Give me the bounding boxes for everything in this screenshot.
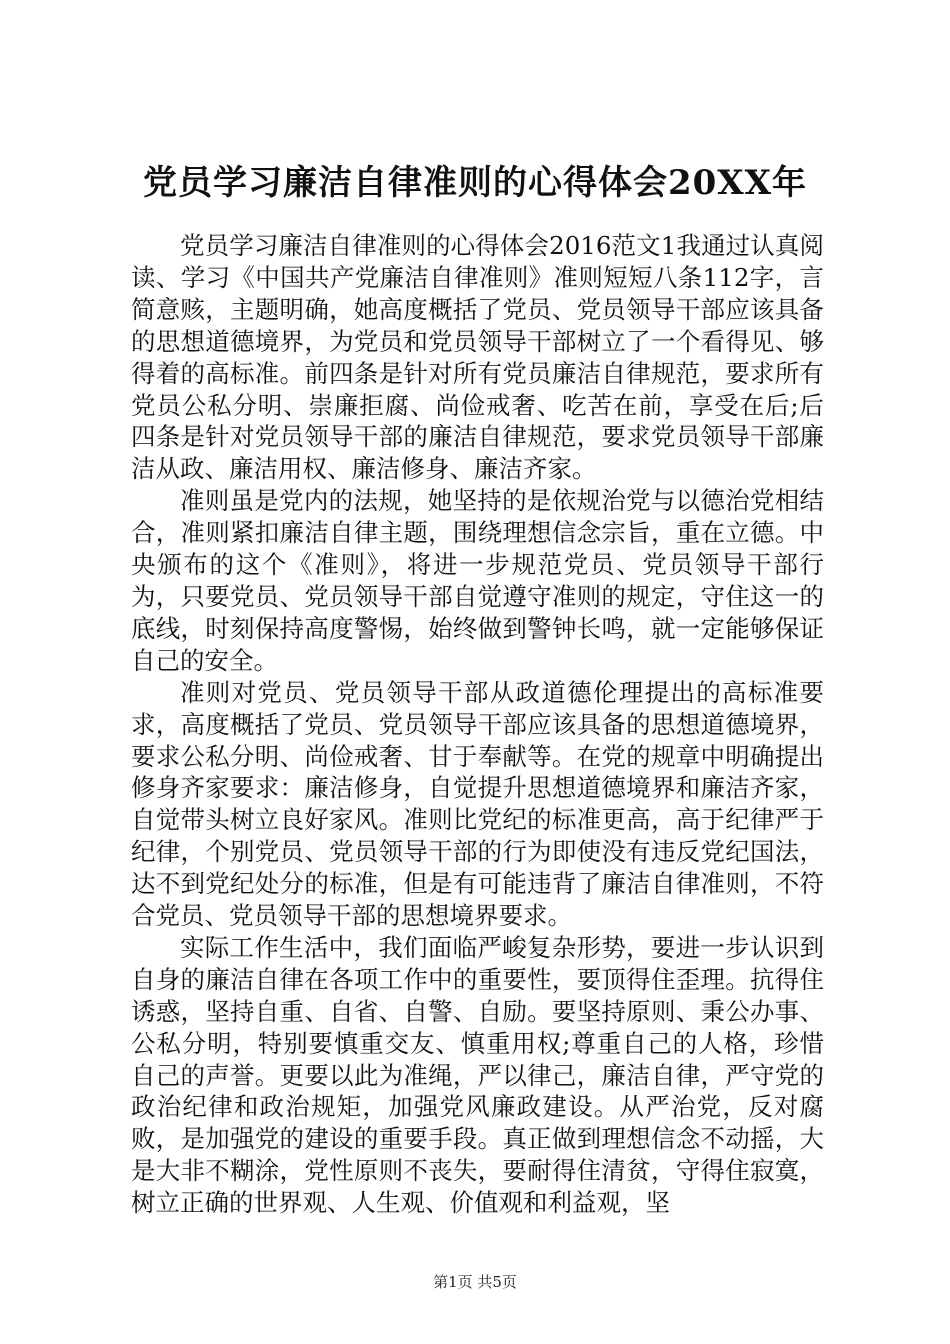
paragraph: 实际工作生活中，我们面临严峻复杂形势，要进一步认识到自身的廉洁自律在各项工作中的重要性，要顶得住歪理。抗得住诱惑，坚持自重、自省、自警、自励。要坚持原则、秉公办事、公私分明，特别要慎重交友、慎重用权;尊重自己的人格，珍惜自己的声誉。更要以此为准绳，严以律己，廉洁自律，严守党的政治纪律和政治规矩，加强党风廉政建设。从严治党，反对腐败，是加强党的建设的重要手段。真正做到理想信念不动摇，大是大非不糊涂，党性原则不丧失，要耐得住清贫，守得住寂寞，树立正确的世界观、人生观、价值观和利益观，坚 — [131, 932, 824, 1218]
paragraph: 党员学习廉洁自律准则的心得体会2016范文1我通过认真阅读、学习《中国共产党廉洁自律准则》准则短短八条112字，言简意赅，主题明确，她高度概括了党员、党员领导干部应该具备的思想道德境界，为党员和党员领导干部树立了一个看得见、够得着的高标准。前四条是针对所有党员廉洁自律规范，要求所有党员公私分明、崇廉拒腐、尚俭戒奢、吃苦在前，享受在后;后四条是针对党员领导干部的廉洁自律规范，要求党员领导干部廉洁从政、廉洁用权、廉洁修身、廉洁齐家。 — [131, 231, 824, 484]
document-body — [131, 230, 824, 1219]
paragraph: 准则虽是党内的法规，她坚持的是依规治党与以德治党相结合，准则紧扣廉洁自律主题，围绕理想信念宗旨，重在立德。中央颁布的这个《准则》，将进一步规范党员、党员领导干部行为，只要党员、党员领导干部自觉遵守准则的规定，守住这一的底线，时刻保持高度警惕，始终做到警钟长鸣，就一定能够保证自己的安全。 — [131, 486, 824, 675]
paragraph: 准则对党员、党员领导干部从政道德伦理提出的高标准要求，高度概括了党员、党员领导干部应该具备的思想道德境界，要求公私分明、尚俭戒奢、甘于奉献等。在党的规章中明确提出修身齐家要求：廉洁修身，自觉提升思想道德境界和廉洁齐家，自觉带头树立良好家风。准则比党纪的标准更高，高于纪律严于纪律，个别党员、党员领导干部的行为即使没有违反党纪国法，达不到党纪处分的标准，但是有可能违背了廉洁自律准则，不符合党员、党员领导干部的思想境界要求。 — [131, 677, 824, 931]
page-number-footer: 第1页 共5页 — [433, 1273, 517, 1291]
document-title: 党员学习廉洁自律准则的心得体会20XX年 — [142, 163, 808, 203]
